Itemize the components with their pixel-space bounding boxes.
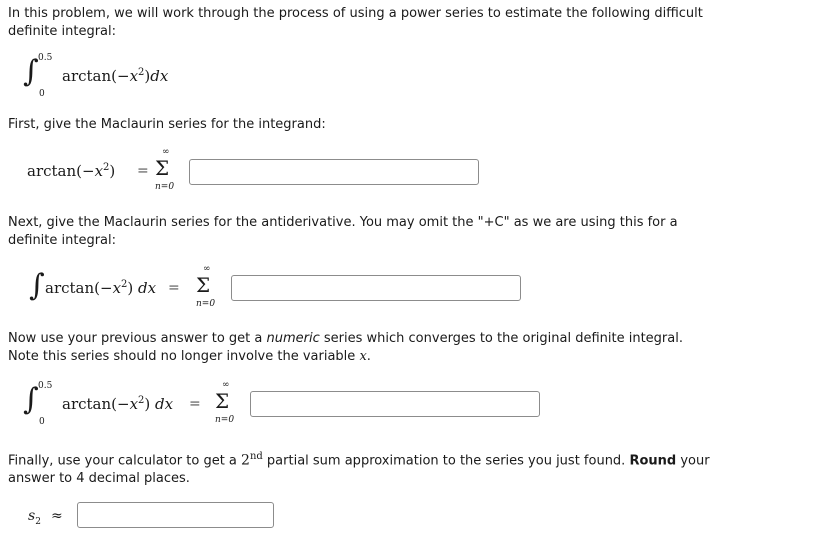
equals-sign: = — [189, 396, 201, 412]
sum-lower: n=0 — [196, 299, 216, 309]
numeric-series-input[interactable] — [250, 391, 540, 417]
equals-sign: = — [168, 280, 180, 296]
step2-text: Next, give the Maclaurin series for the antiderivative. You may omit the "+C" as we are using this for a definite integral: — [8, 215, 678, 248]
equals-sign: = — [137, 163, 149, 179]
integral-sign: ∫ — [23, 382, 39, 417]
upper-limit: 0.5 — [38, 53, 53, 63]
lower-limit: 0 — [39, 89, 45, 99]
step3-text: Now use your previous answer to get a numeric series which converges to the original definite integral. Note this series should no longer involve the variable x. — [8, 331, 683, 364]
sum-upper: ∞ — [203, 264, 211, 274]
partial-sum-input[interactable] — [77, 502, 274, 528]
partial-sum-symbol: $s_2$ — [28, 508, 41, 527]
integrand: $\arctan(-x^2)$ dx — [62, 395, 174, 413]
antiderivative-expression: $\arctan(-x^2)$ dx — [45, 279, 157, 297]
sum-upper: ∞ — [162, 147, 170, 157]
sum-upper: ∞ — [222, 380, 230, 390]
sum-lower: n=0 — [215, 415, 235, 425]
sum-lower: n=0 — [155, 182, 175, 192]
sigma-icon: Σ — [155, 156, 170, 180]
integrand-expression: $\arctan(-x^2)$ — [27, 162, 116, 180]
integrand-series-input[interactable] — [189, 159, 479, 185]
step1-text: First, give the Maclaurin series for the integrand: — [8, 117, 326, 132]
lower-limit: 0 — [39, 417, 45, 427]
intro-text: In this problem, we will work through the process of using a power series to estimate the following difficult definite integral: — [8, 6, 703, 39]
integrand: $\arctan(-x^2)dx$ — [62, 67, 169, 85]
sigma-icon: Σ — [215, 389, 230, 413]
sigma-icon: Σ — [196, 273, 211, 297]
upper-limit: 0.5 — [38, 381, 53, 391]
step4-text: Finally, use your calculator to get a 2nd partial sum approximation to the series you just found. Round your answer to 4 decimal places. — [8, 451, 710, 487]
approx-sign: ≈ — [51, 508, 63, 524]
integral-sign: ∫ — [29, 268, 45, 303]
integral-sign: ∫ — [23, 54, 39, 89]
antiderivative-series-input[interactable] — [231, 275, 521, 301]
